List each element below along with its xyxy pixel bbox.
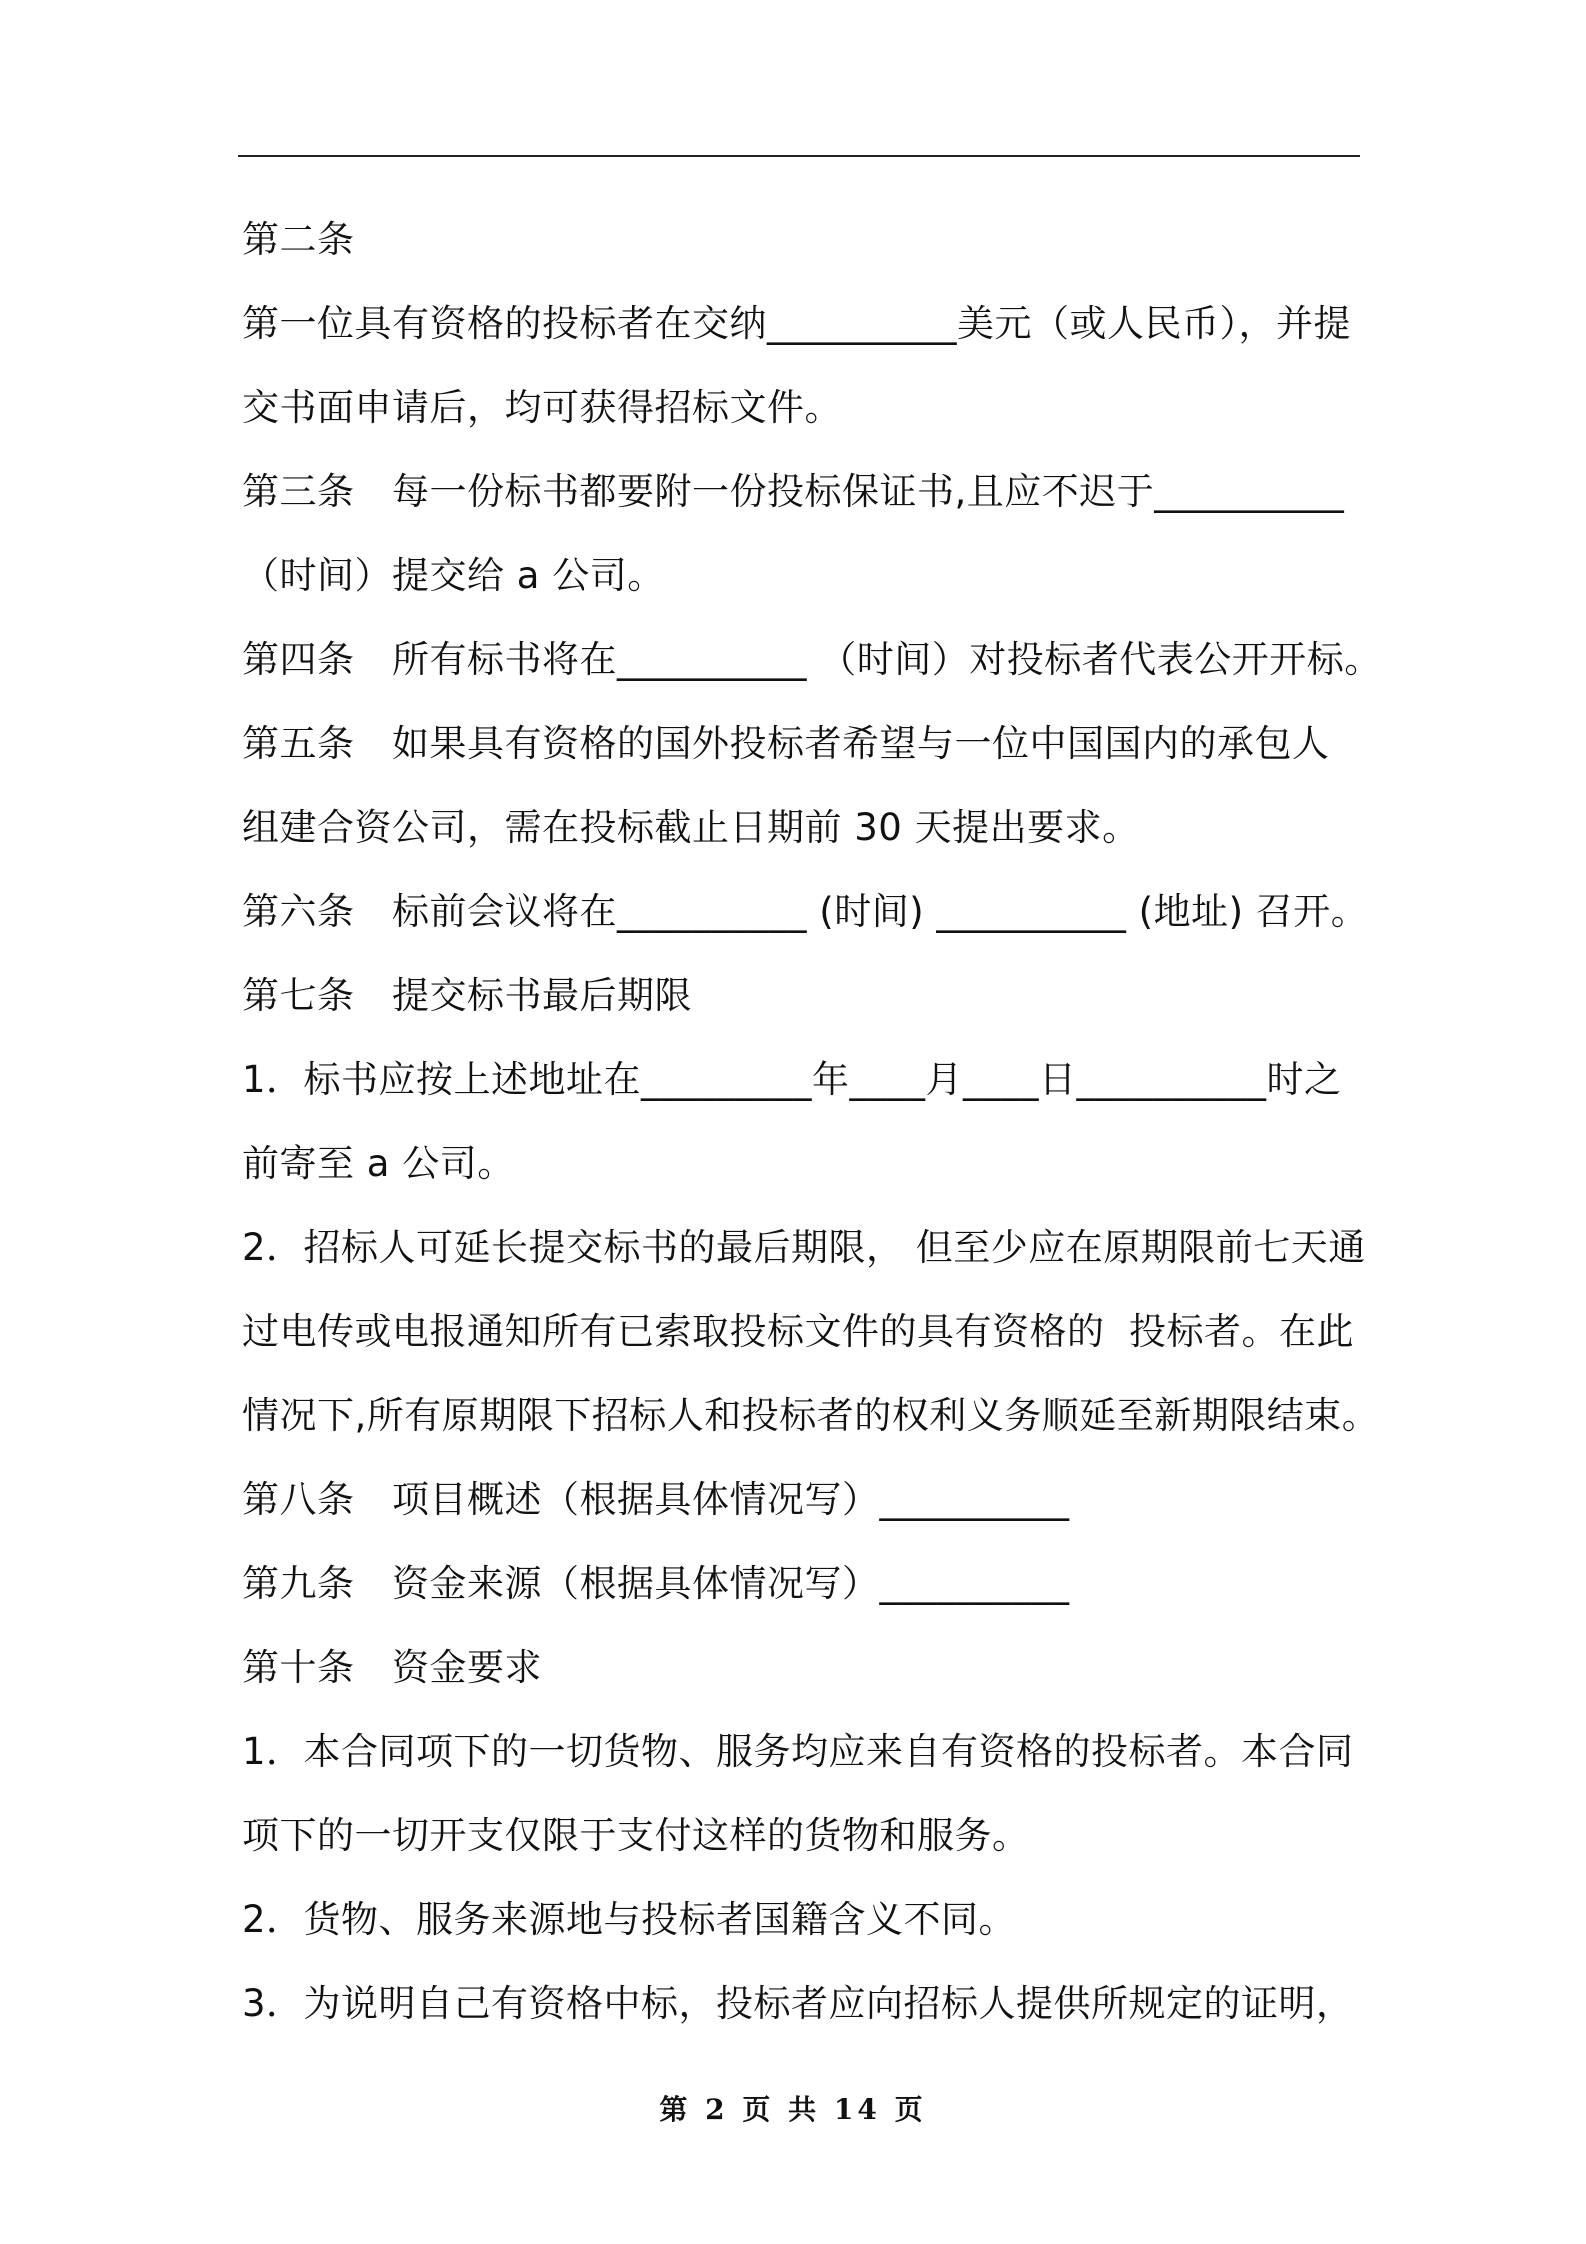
header-rule <box>238 155 1360 157</box>
text-line: （时间）提交给 a 公司。 <box>242 554 665 597</box>
text-line: 2．货物、服务来源地与投标者国籍含义不同。 <box>242 1898 1017 1941</box>
text-line: 第四条 所有标书将在__________ （时间）对投标者代表公开开标。 <box>242 638 1382 681</box>
text-line: 2．招标人可延长提交标书的最后期限， 但至少应在原期限前七天通 <box>242 1226 1366 1269</box>
text-line: 1．标书应按上述地址在_________年____月____日__________时之 <box>242 1058 1342 1101</box>
text-line: 第五条 如果具有资格的国外投标者希望与一位中国国内的承包人 <box>242 722 1330 765</box>
text-line: 项下的一切开支仅限于支付这样的货物和服务。 <box>242 1814 1030 1857</box>
text-line: 第九条 资金来源（根据具体情况写）__________ <box>242 1562 1070 1605</box>
text-line: 第三条 每一份标书都要附一份投标保证书,且应不迟于__________ <box>242 470 1345 513</box>
text-line: 第七条 提交标书最后期限 <box>242 974 692 1017</box>
document-body <box>242 198 1382 2046</box>
text-line: 组建合资公司，需在投标截止日期前 30 天提出要求。 <box>242 806 1140 849</box>
text-line: 第一位具有资格的投标者在交纳__________美元（或人民币），并提 <box>242 302 1351 345</box>
text-line: 第十条 资金要求 <box>242 1646 542 1689</box>
text-line: 3．为说明自己有资格中标，投标者应向招标人提供所规定的证明， <box>242 1982 1354 2025</box>
text-line: 交书面申请后，均可获得招标文件。 <box>242 386 842 429</box>
text-line: 情况下,所有原期限下招标人和投标者的权利义务顺延至新期限结束。 <box>242 1394 1380 1437</box>
text-line: 1．本合同项下的一切货物、服务均应来自有资格的投标者。本合同 <box>242 1730 1354 1773</box>
text-line: 第六条 标前会议将在__________ (时间) __________ (地址) 召开。 <box>242 890 1369 933</box>
text-line: 前寄至 a 公司。 <box>242 1142 515 1185</box>
text-line: 第八条 项目概述（根据具体情况写）__________ <box>242 1478 1070 1521</box>
text-line: 第二条 <box>242 218 355 261</box>
page-number-footer: 第 2 页 共 14 页 <box>659 2093 927 2126</box>
text-line: 过电传或电报通知所有已索取投标文件的具有资格的 投标者。在此 <box>242 1310 1355 1353</box>
